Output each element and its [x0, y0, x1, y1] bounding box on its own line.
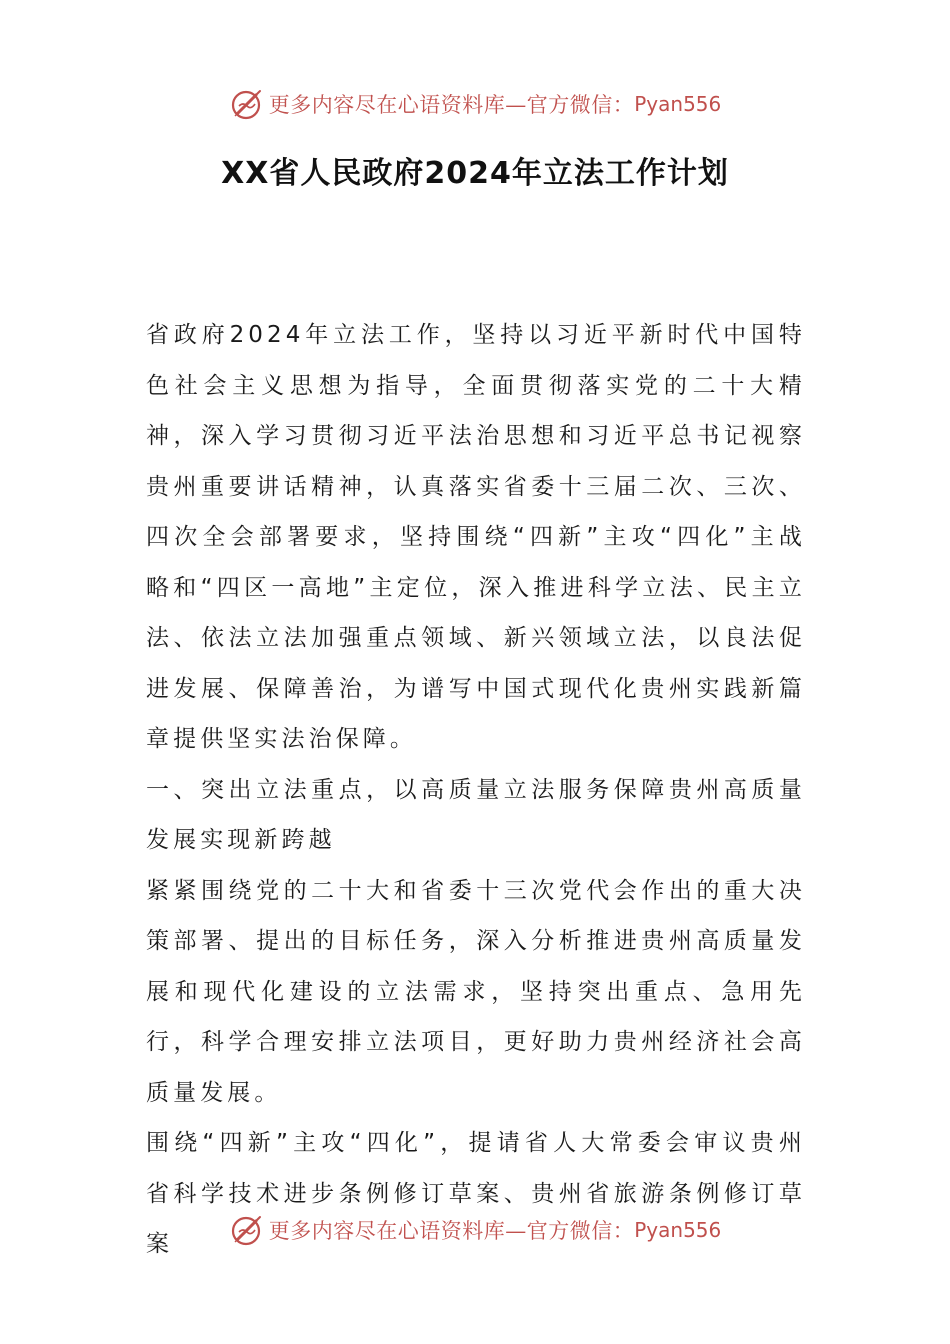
section-heading-1: 一、突出立法重点，以高质量立法服务保障贵州高质量发展实现新跨越	[146, 776, 806, 853]
banner-text: 更多内容尽在心语资料库—官方微信：	[268, 1219, 635, 1243]
banner-wechat-id: Pyan556	[634, 1218, 722, 1242]
paragraph-intro: 省政府2024年立法工作，坚持以习近平新时代中国特色社会主义思想为指导，全面贯彻落实党的二十大精神，深入学习贯彻习近平法治思想和习近平总书记视察贵州重要讲话精神，认真落实省委十三届二次、三次、四次全会部署要求，坚持围绕“四新”主攻“四化”主战略和“四区一高地”主定位，深入推进科学立法、民主立法、依法立法加强重点领域、新兴领域立法，以良法促进发展、保障善治，为谱写中国式现代化贵州实践新篇章提供坚实法治保障。	[146, 322, 806, 752]
footer-watermark-banner	[0, 1210, 950, 1250]
pen-logo-icon	[229, 1212, 265, 1248]
paragraph-section-1: 紧紧围绕党的二十大和省委十三次党代会作出的重大决策部署、提出的目标任务，深入分析推进贵州高质量发展和现代化建设的立法需求，坚持突出重点、急用先行，科学合理安排立法项目，更好助力贵州经济社会高质量发展。	[146, 877, 806, 1106]
header-watermark-banner	[0, 84, 950, 124]
pen-logo-icon	[229, 86, 265, 122]
document-body	[146, 310, 806, 1270]
document-title: XX省人民政府2024年立法工作计划	[221, 156, 729, 191]
banner-wechat-id: Pyan556	[634, 92, 722, 116]
banner-text: 更多内容尽在心语资料库—官方微信：	[268, 93, 635, 117]
paragraph-section-1-items: 围绕“四新”主攻“四化”，提请省人大常委会审议贵州省科学技术进步条例修订草案、贵州省旅游条例修订草案	[146, 1130, 806, 1257]
